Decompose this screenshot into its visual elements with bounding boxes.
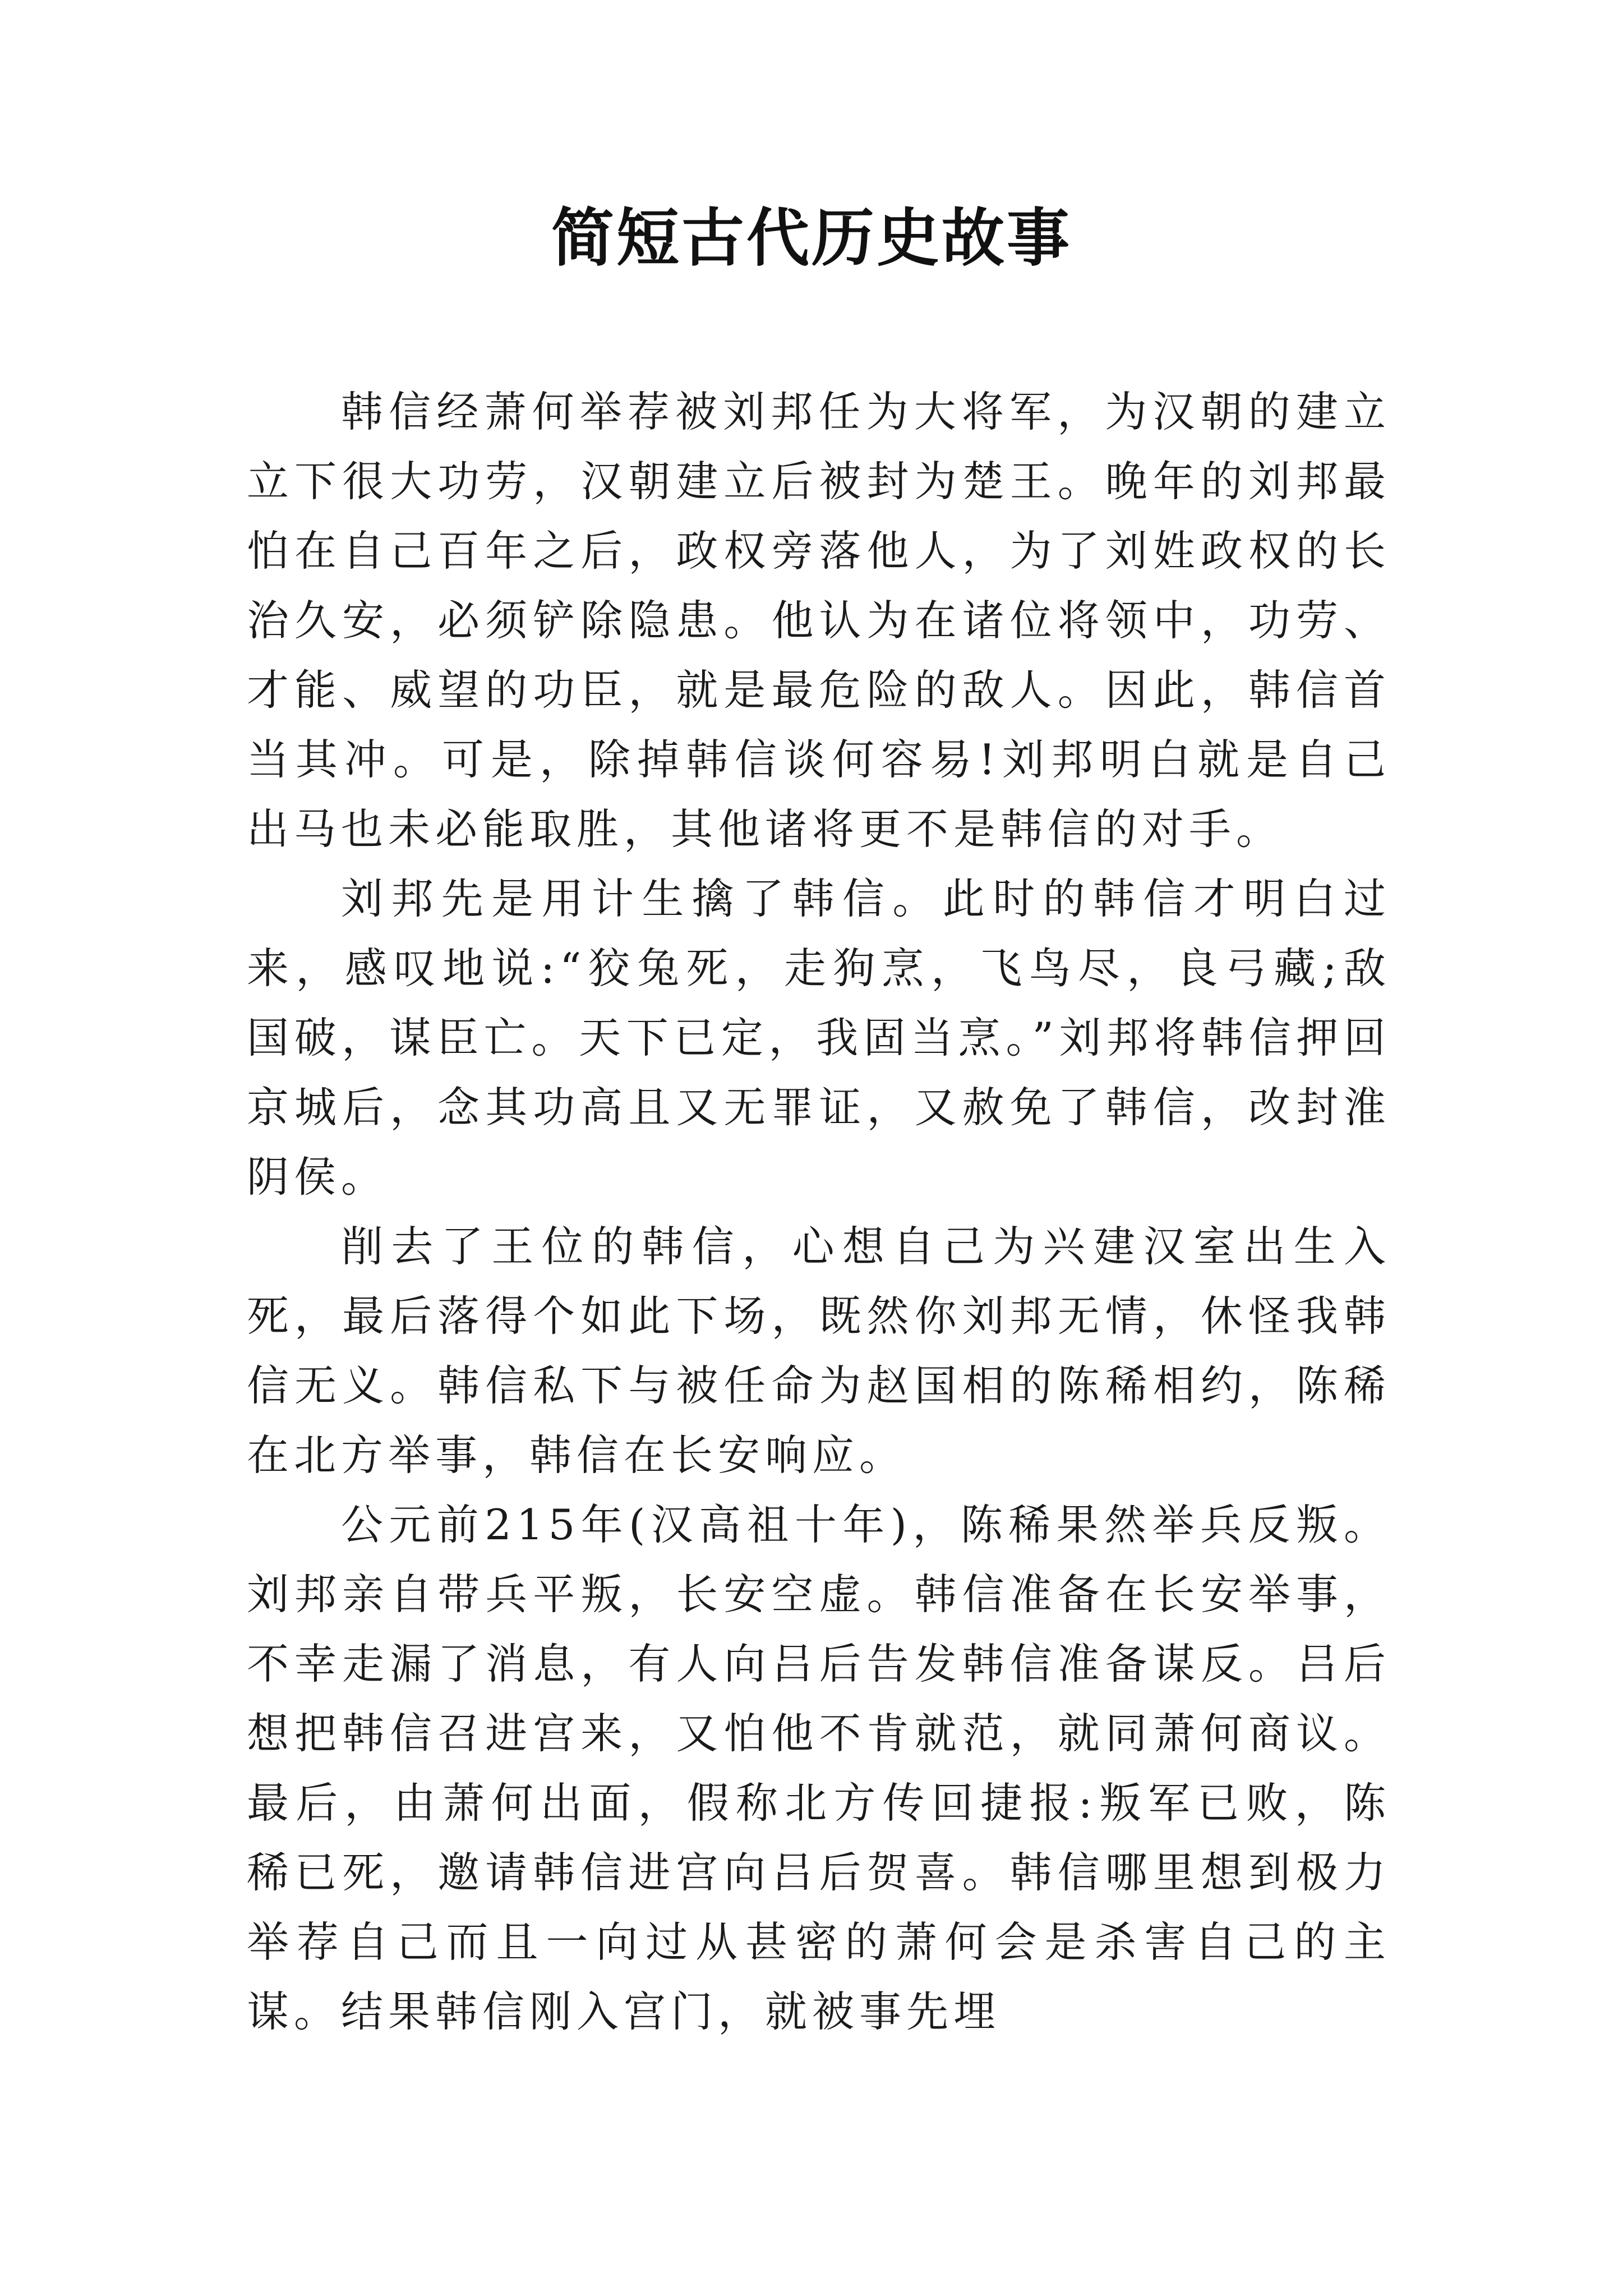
paragraph-3: 削去了王位的韩信，心想自己为兴建汉室出生入死，最后落得个如此下场，既然你刘邦无情，休怪我韩信无义。韩信私下与被任命为赵国相的陈稀相约，陈稀在北方举事，韩信在长安响应。	[247, 1222, 1391, 1480]
document-body	[247, 377, 1391, 2046]
paragraph-1: 韩信经萧何举荐被刘邦任为大将军，为汉朝的建立立下很大功劳，汉朝建立后被封为楚王。晚年的刘邦最怕在自己百年之后，政权旁落他人，为了刘姓政权的长治久安，必须铲除隐患。他认为在诸位将领中，功劳、才能、威望的功臣，就是最危险的敌人。因此，韩信首当其冲。可是，除掉韩信谈何容易!刘邦明白就是自己出马也未必能取胜，其他诸将更不是韩信的对手。	[247, 387, 1391, 854]
paragraph-4: 公元前215年(汉高祖十年)，陈稀果然举兵反叛。刘邦亲自带兵平叛，长安空虚。韩信准备在长安举事，不幸走漏了消息，有人向吕后告发韩信准备谋反。吕后想把韩信召进宫来，又怕他不肯就范，就同萧何商议。最后，由萧何出面，假称北方传回捷报:叛军已败，陈稀已死，邀请韩信进宫向吕后贺喜。韩信哪里想到极力举荐自己而且一向过从甚密的萧何会是杀害自己的主谋。结果韩信刚入宫门，就被事先埋	[247, 1500, 1391, 2036]
paragraph-2: 刘邦先是用计生擒了韩信。此时的韩信才明白过来，感叹地说:“狡兔死，走狗烹，飞鸟尽，良弓藏;敌国破，谋臣亡。天下已定，我固当烹。”刘邦将韩信押回京城后，念其功高且又无罪证，又赦免了韩信，改封淮阴侯。	[247, 874, 1391, 1202]
document-title: 简短古代历史故事	[551, 201, 1072, 275]
